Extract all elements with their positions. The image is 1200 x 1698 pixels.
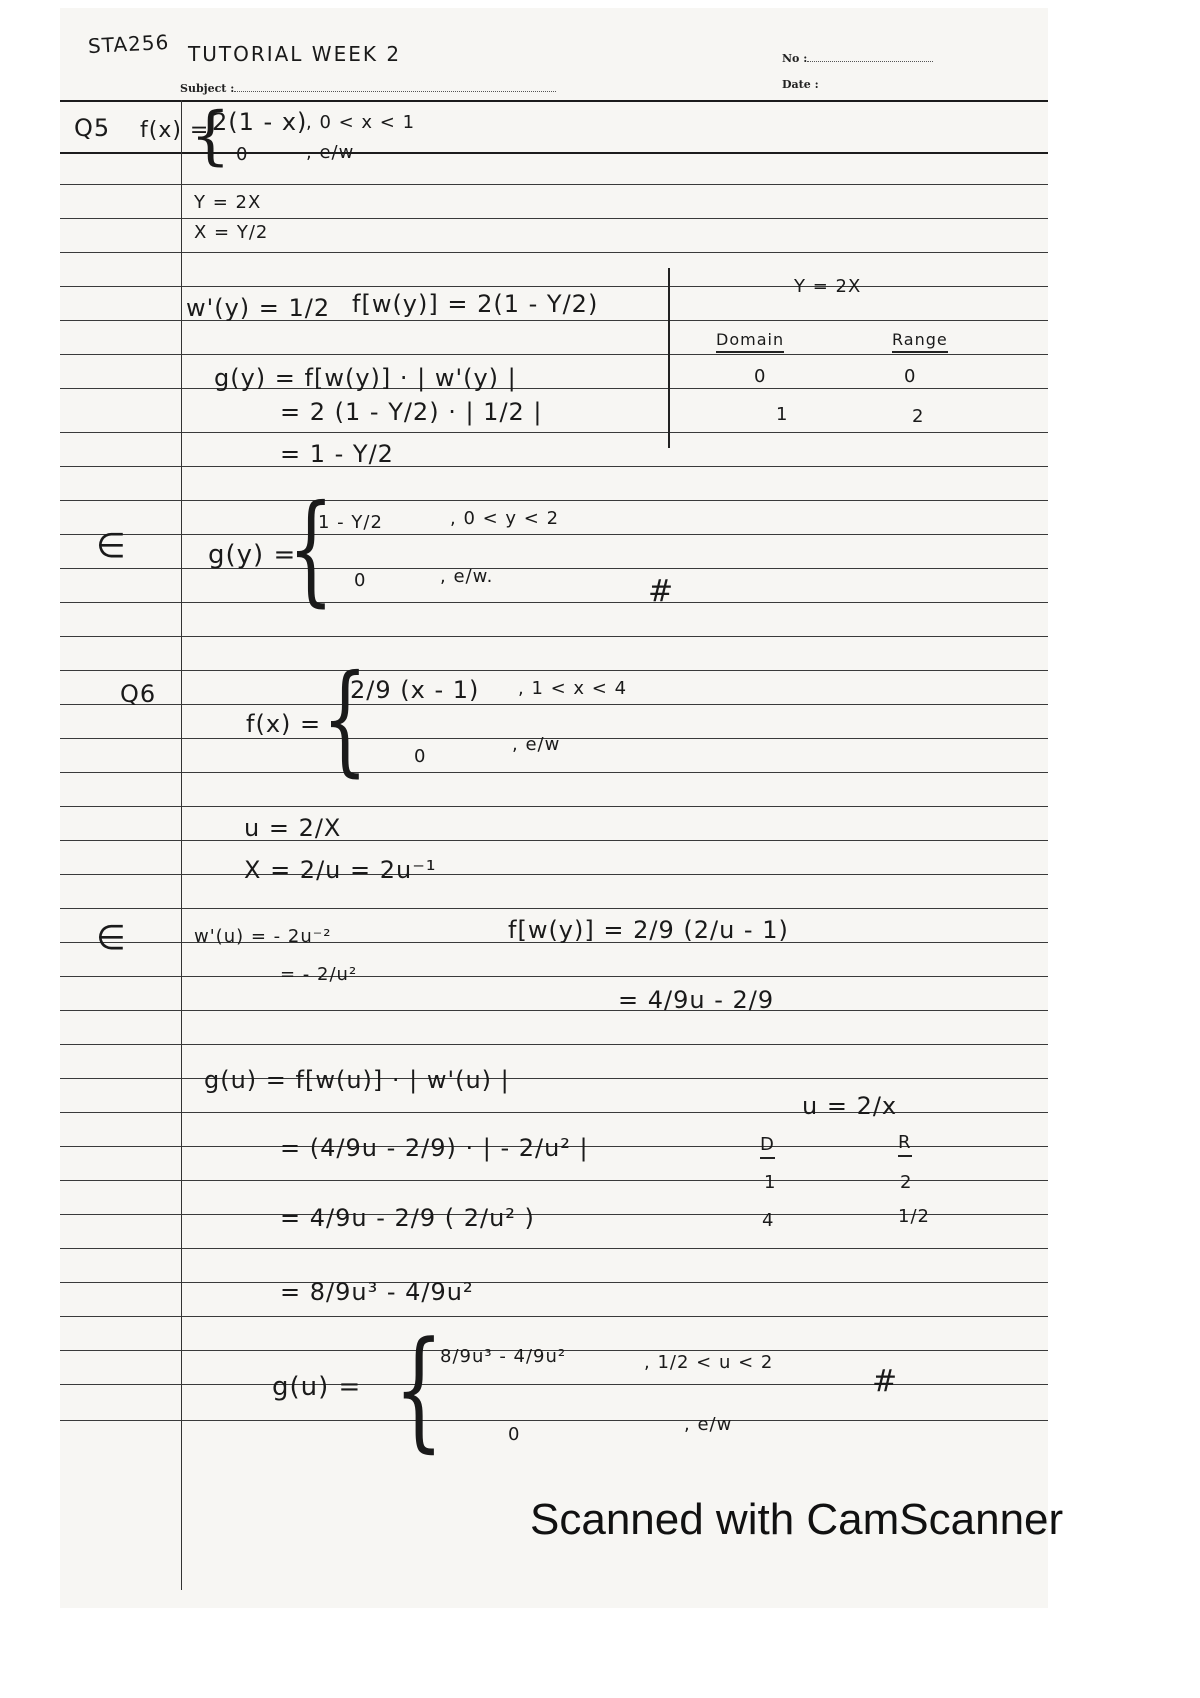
brace-symbol: { xyxy=(322,650,368,789)
q6-table-range-header: R xyxy=(898,1132,912,1157)
margin-line xyxy=(181,100,182,1590)
q6-result-case1-expr: 8/9u³ - 4/9u² xyxy=(440,1346,567,1367)
ruled-line xyxy=(60,602,1048,603)
subject-field xyxy=(180,82,556,95)
q5-g-step3: = 1 - Y/2 xyxy=(280,440,394,468)
ruled-line xyxy=(60,466,1048,467)
page-title: TUTORIAL WEEK 2 xyxy=(188,42,402,66)
q6-transform: u = 2/X xyxy=(244,814,342,842)
q5-result-case1-expr: 1 - Y/2 xyxy=(318,512,383,533)
ruled-line xyxy=(60,218,1048,219)
ruled-line xyxy=(60,1010,1048,1011)
q6-pdf-case1-cond: , 1 < x < 4 xyxy=(518,678,628,699)
q5-end-mark: # xyxy=(648,574,675,609)
q5-table-cell: 0 xyxy=(754,366,767,387)
ruled-line xyxy=(60,1384,1048,1385)
ruled-line xyxy=(60,184,1048,185)
q5-table-cell: 1 xyxy=(776,404,789,425)
q6-table-cell: 1 xyxy=(764,1172,777,1193)
q6-g-step1: g(u) = f[w(u)] · | w'(u) | xyxy=(204,1066,510,1094)
q6-g-step4: = 8/9u³ - 4/9u² xyxy=(280,1278,474,1306)
ruled-line xyxy=(60,636,1048,637)
ruled-line xyxy=(60,806,1048,807)
q5-pdf-case2-cond: , e/w xyxy=(306,142,355,163)
q5-inverse: X = Y/2 xyxy=(194,222,269,243)
margin-mark: ∈ xyxy=(96,918,127,958)
q5-derivative: w'(y) = 1/2 xyxy=(186,294,331,322)
ruled-line xyxy=(60,1112,1048,1113)
ruled-line xyxy=(60,772,1048,773)
q5-pdf-case1-expr: 2(1 - x) xyxy=(212,108,308,136)
q5-table-domain-header: Domain xyxy=(716,330,784,353)
brace-symbol: { xyxy=(394,1313,444,1465)
q5-result-lhs: g(y) = xyxy=(208,540,297,570)
date-label: Date : xyxy=(782,78,819,91)
q5-result-case2-expr: 0 xyxy=(354,570,367,591)
q6-inverse: X = 2/u = 2u⁻¹ xyxy=(244,856,437,884)
q5-table-range-header: Range xyxy=(892,330,948,353)
ruled-line xyxy=(60,976,1048,977)
table-divider-line xyxy=(668,268,670,448)
ruled-line xyxy=(60,874,1048,875)
q6-pdf-case2-cond: , e/w xyxy=(512,734,561,755)
q5-result-case1-cond: , 0 < y < 2 xyxy=(450,508,560,529)
q5-table-title: Y = 2X xyxy=(794,276,862,297)
q6-label: Q6 xyxy=(120,680,157,708)
ruled-line xyxy=(60,432,1048,433)
ruled-line xyxy=(60,908,1048,909)
q6-derivative-2: = - 2/u² xyxy=(280,964,358,985)
ruled-line xyxy=(60,286,1048,287)
ruled-line xyxy=(60,1044,1048,1045)
notebook-page xyxy=(60,8,1048,1608)
number-field xyxy=(782,52,933,65)
subject-label: Subject : xyxy=(180,82,235,95)
brace-symbol: { xyxy=(190,99,231,173)
camscanner-watermark: Scanned with CamScanner xyxy=(530,1495,1064,1544)
q6-table-domain-header: D xyxy=(760,1134,775,1159)
q6-pdf-case2-expr: 0 xyxy=(414,746,427,767)
q6-table-title: u = 2/x xyxy=(802,1092,898,1120)
margin-mark: ∈ xyxy=(96,526,127,566)
q6-table-cell: 2 xyxy=(900,1172,913,1193)
q5-pdf-case2-expr: 0 xyxy=(236,144,249,165)
q6-g-step3: = 4/9u - 2/9 ( 2/u² ) xyxy=(280,1204,535,1232)
q6-pdf-lhs: f(x) = xyxy=(246,710,322,738)
q5-g-step2: = 2 (1 - Y/2) · | 1/2 | xyxy=(280,398,543,426)
q5-table-cell: 2 xyxy=(912,406,925,427)
q6-derivative-1: w'(u) = - 2u⁻² xyxy=(194,926,332,947)
q6-f-of-w-2: = 4/9u - 2/9 xyxy=(618,986,775,1014)
q6-end-mark: # xyxy=(872,1364,899,1399)
q5-result-case2-cond: , e/w. xyxy=(440,566,494,587)
ruled-line xyxy=(60,704,1048,705)
q6-result-case2-cond: , e/w xyxy=(684,1414,733,1435)
course-code: STA256 xyxy=(87,29,170,59)
ruled-line xyxy=(60,670,1048,671)
ruled-line xyxy=(60,1248,1048,1249)
q5-label: Q5 xyxy=(74,114,111,142)
ruled-line xyxy=(60,388,1048,389)
q6-f-of-w-1: f[w(y)] = 2/9 (2/u - 1) xyxy=(508,916,789,944)
q6-result-lhs: g(u) = xyxy=(272,1372,362,1402)
ruled-line xyxy=(60,354,1048,355)
ruled-line xyxy=(60,500,1048,501)
q6-table-cell: 4 xyxy=(762,1210,775,1231)
ruled-line xyxy=(60,840,1048,841)
q6-result-case1-cond: , 1/2 < u < 2 xyxy=(644,1352,774,1373)
q6-g-step2: = (4/9u - 2/9) · | - 2/u² | xyxy=(280,1134,589,1162)
q6-result-case2-expr: 0 xyxy=(508,1424,521,1445)
q5-pdf-lhs: f(x) = xyxy=(140,118,210,143)
q5-pdf-case1-cond: , 0 < x < 1 xyxy=(306,112,416,133)
q6-table-cell: 1/2 xyxy=(898,1206,930,1227)
q5-transform: Y = 2X xyxy=(194,192,262,213)
ruled-line xyxy=(60,1420,1048,1421)
ruled-line xyxy=(60,1282,1048,1283)
q5-table-cell: 0 xyxy=(904,366,917,387)
ruled-line xyxy=(60,1316,1048,1317)
ruled-line xyxy=(60,252,1048,253)
q5-f-of-w: f[w(y)] = 2(1 - Y/2) xyxy=(352,290,599,318)
number-label: No : xyxy=(782,52,808,65)
brace-symbol: { xyxy=(288,480,334,619)
ruled-line xyxy=(60,534,1048,535)
q5-g-step1: g(y) = f[w(y)] · | w'(y) | xyxy=(214,364,517,392)
q6-pdf-case1-expr: 2/9 (x - 1) xyxy=(350,676,480,704)
